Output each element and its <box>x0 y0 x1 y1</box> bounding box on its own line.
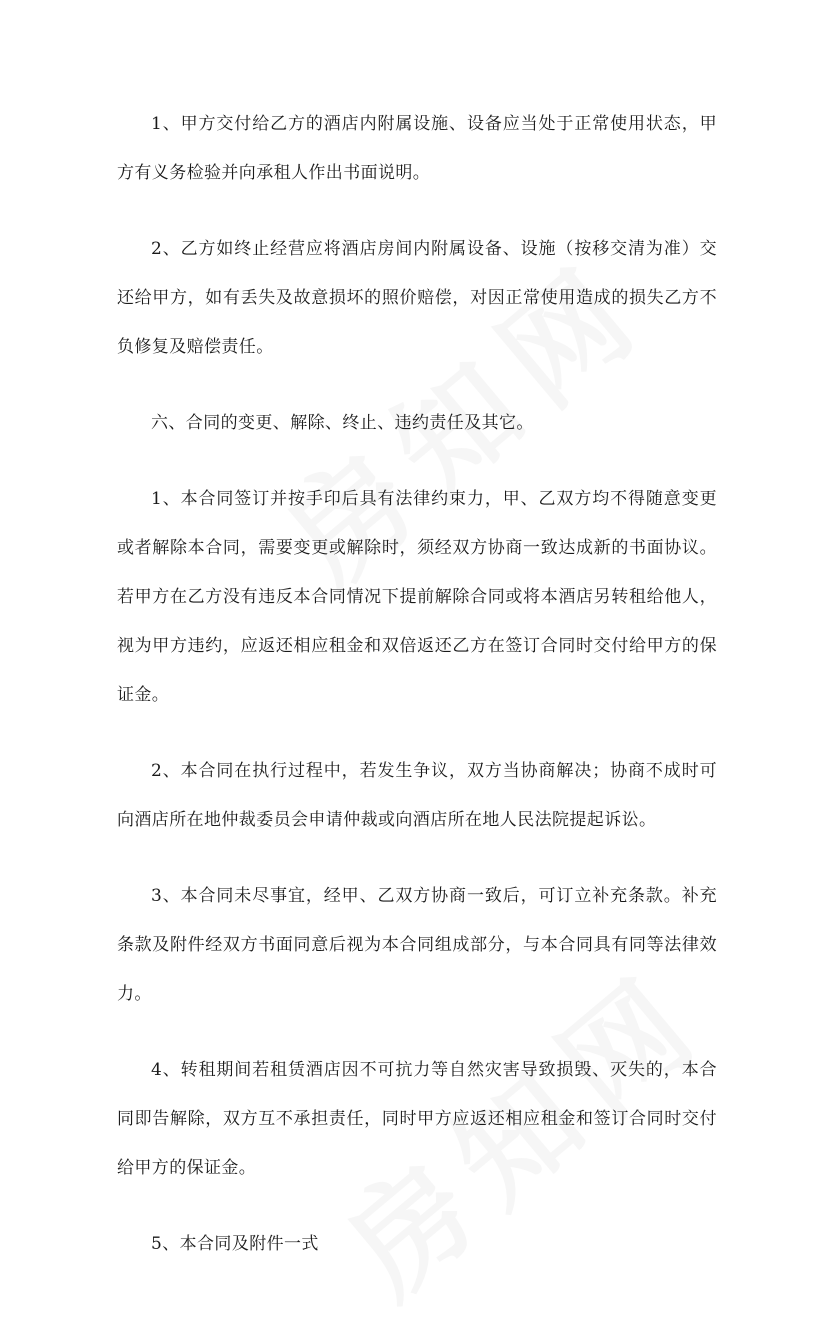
paragraph: 2、乙方如终止经营应将酒店房间内附属设备、设施（按移交清为准）交还给甲方，如有丢失及故意损坏的照价赔偿，对因正常使用造成的损失乙方不负修复及赔偿责任。 <box>117 239 717 357</box>
paragraph: 2、本合同在执行过程中，若发生争议，双方当协商解决；协商不成时可向酒店所在地仲裁委员会申请仲裁或向酒店所在地人民法院提起诉讼。 <box>117 761 717 830</box>
document-body <box>117 100 717 1296</box>
paragraph: 4、转租期间若租赁酒店因不可抗力等自然灾害导致损毁、灭失的，本合同即告解除，双方互不承担责任，同时甲方应返还相应租金和签订合同时交付给甲方的保证金。 <box>117 1060 717 1178</box>
paragraph: 5、本合同及附件一式 <box>151 1234 319 1254</box>
section-heading: 六、合同的变更、解除、终止、违约责任及其它。 <box>151 413 534 433</box>
paragraph: 1、甲方交付给乙方的酒店内附属设施、设备应当处于正常使用状态，甲方有义务检验并向承租人作出书面说明。 <box>117 114 717 183</box>
paragraph: 3、本合同未尽事宜，经甲、乙双方协商一致后，可订立补充条款。补充条款及附件经双方书面同意后视为本合同组成部分，与本合同具有同等法律效力。 <box>117 886 717 1004</box>
paragraph: 1、本合同签订并按手印后具有法律约束力，甲、乙双方均不得随意变更或者解除本合同，需要变更或解除时，须经双方协商一致达成新的书面协议。若甲方在乙方没有违反本合同情况下提前解除合同或将本酒店另转租给他人，视为甲方违约，应返还相应租金和双倍返还乙方在签订合同时交付给甲方的保证金。 <box>117 489 717 705</box>
